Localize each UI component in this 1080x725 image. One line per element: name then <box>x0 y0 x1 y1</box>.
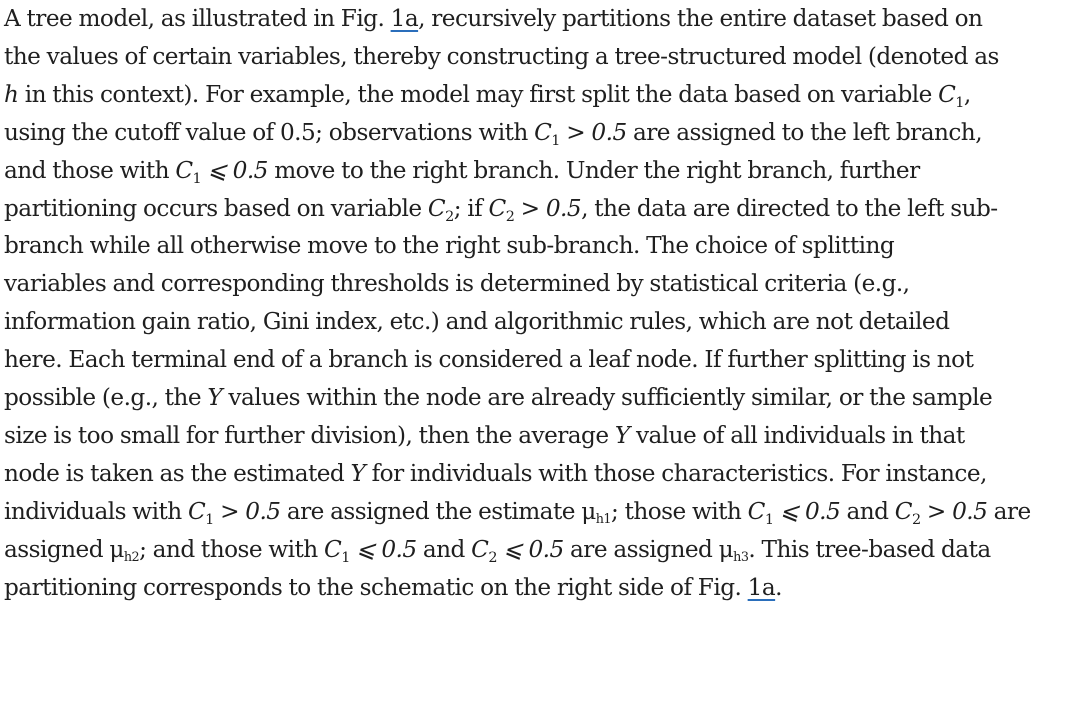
math-mu-h3: μh3 <box>718 535 749 565</box>
math-condition: $C_1 > 0.5$ <box>187 497 281 528</box>
text-run: node is taken as the estimated <box>4 459 351 487</box>
text-run: individuals with <box>4 497 188 525</box>
text-run: and those with <box>4 156 176 184</box>
math-mu-h2: μh2 <box>109 535 140 565</box>
text-run: possible (e.g., the <box>4 384 208 412</box>
math-y: Y <box>614 421 630 449</box>
math-condition: $C_2$ ⩽ 0.5 <box>471 535 564 566</box>
text-run: partitioning corresponds to the schematic on the right side of Fig. <box>4 573 748 601</box>
text-run: branch while all otherwise move to the right sub-branch. The choice of splitting <box>4 232 895 260</box>
text-run: are assigned <box>563 535 719 563</box>
text-run: size is too small for further division), then the average <box>4 421 615 449</box>
math-h: h <box>4 80 19 108</box>
text-run: ; and those with <box>139 535 324 563</box>
math-condition: $C_2 > 0.5$ <box>488 194 582 225</box>
text-run: , <box>963 80 971 108</box>
text-run: . <box>775 573 782 601</box>
text-run: are assigned the estimate <box>280 497 582 525</box>
math-condition: $C_1 > 0.5$ <box>534 118 627 149</box>
text-run: are <box>987 497 1031 525</box>
text-run: information gain ratio, Gini index, etc.) and algorithmic rules, which are not detailed <box>4 308 950 336</box>
math-y: Y <box>350 459 366 487</box>
text-run: , the data are directed to the left sub- <box>581 194 998 222</box>
text-run: values within the node are already sufficiently similar, or the sample <box>222 384 993 412</box>
text-run: value of all individuals in that <box>629 421 965 449</box>
math-variable-c1: $C_1$ <box>938 80 964 111</box>
math-condition: $C_1$ ⩽ 0.5 <box>747 497 841 528</box>
math-y: Y <box>207 384 223 412</box>
text-run: and <box>840 497 895 525</box>
text-run: variables and corresponding thresholds is determined by statistical criteria (e.g., <box>4 270 910 298</box>
text-run: partitioning occurs based on variable <box>4 194 428 222</box>
text-run: the values of certain variables, thereby constructing a tree-structured model (denoted as <box>4 42 999 70</box>
math-mu-h1: μh1 <box>581 497 611 527</box>
text-run: A tree model, as illustrated in Fig. <box>4 5 391 32</box>
text-run: assigned <box>4 535 110 563</box>
text-run: and <box>416 535 472 563</box>
text-run: move to the right branch. Under the right branch, further <box>267 156 920 184</box>
text-run: here. Each terminal end of a branch is considered a leaf node. If further splitting is not <box>4 346 974 374</box>
math-condition: $C_1$ ⩽ 0.5 <box>323 535 417 566</box>
text-run: are assigned to the left branch, <box>626 118 983 146</box>
text-run: using the cutoff value of 0.5; observations with <box>4 118 535 146</box>
figure-1a-link[interactable]: 1a <box>390 5 419 32</box>
tree-model-paragraph <box>4 0 1078 611</box>
text-run: ; those with <box>610 497 748 525</box>
text-run: ; if <box>453 194 489 222</box>
math-variable-c2: $C_2$ <box>427 194 454 225</box>
text-run: for individuals with those characteristics. For instance, <box>365 459 987 487</box>
math-condition: $C_1$ ⩽ 0.5 <box>175 156 268 187</box>
math-condition: $C_2 > 0.5$ <box>894 497 988 528</box>
text-run: in this context). For example, the model may first split the data based on variable <box>18 80 939 108</box>
text-run: , recursively partitions the entire dataset based on <box>418 5 983 32</box>
text-run: . This tree-based data <box>748 535 991 563</box>
figure-1a-link[interactable]: 1a <box>747 573 776 601</box>
